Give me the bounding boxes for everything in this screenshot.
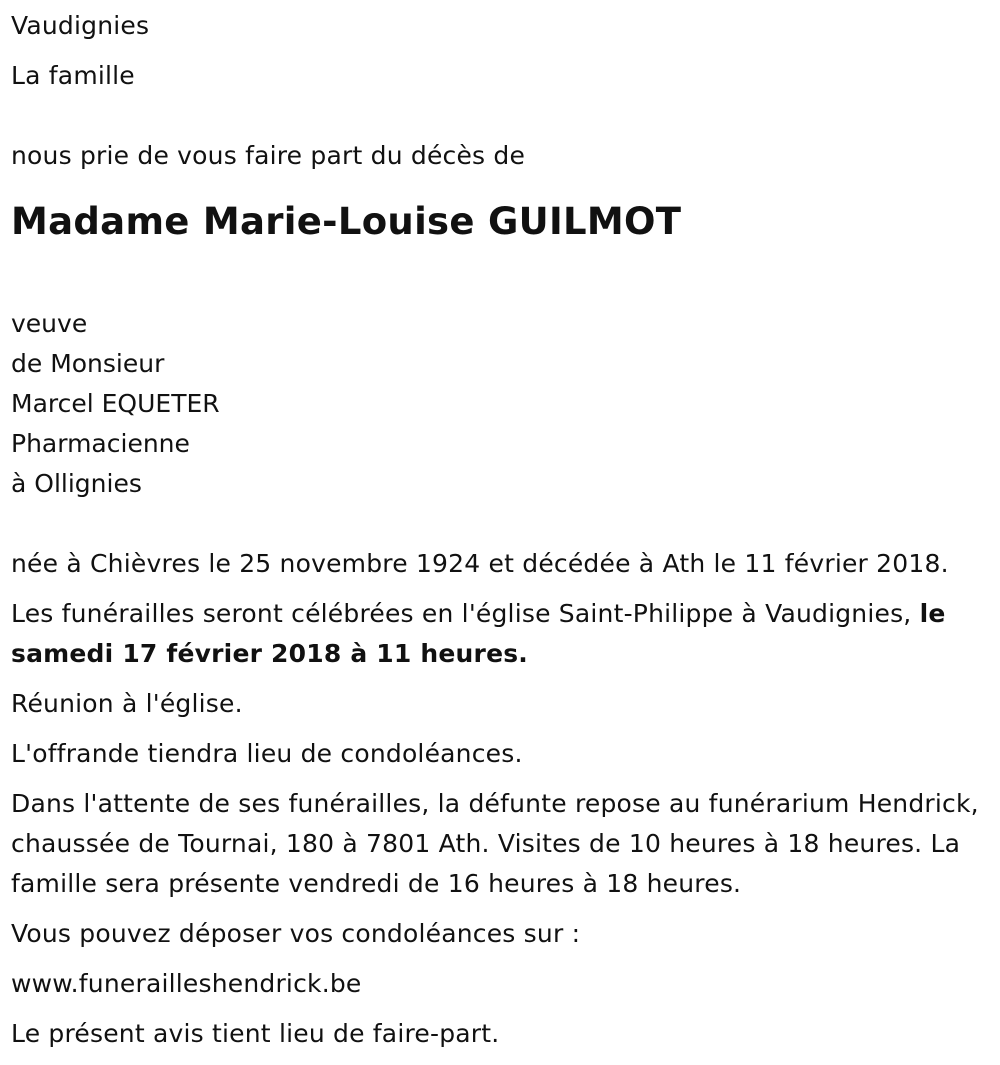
detail-of-monsieur: de Monsieur <box>11 349 165 378</box>
funeral-paragraph <box>11 594 989 674</box>
deceased-name: Madame Marie-Louise GUILMOT <box>11 200 682 243</box>
family-line: La famille <box>11 61 135 90</box>
detail-profession: Pharmacienne <box>11 429 190 458</box>
detail-widow: veuve <box>11 309 88 338</box>
funeral-date: le samedi 17 février 2018 à 11 heures. <box>11 599 946 668</box>
deceased-details <box>11 304 989 504</box>
birth-death-line: née à Chièvres le 25 novembre 1924 et décédée à Ath le 11 février 2018. <box>11 549 949 578</box>
place-name: Vaudignies <box>11 11 150 40</box>
condolences-line: Vous pouvez déposer vos condoléances sur : <box>11 919 581 948</box>
meeting-line: Réunion à l'église. <box>11 689 243 718</box>
detail-spouse-name: Marcel EQUETER <box>11 389 220 418</box>
repose-paragraph: Dans l'attente de ses funérailles, la défunte repose au funérarium Hendrick, chaussée de Tournai, 180 à 7801 Ath. Visites de 10 heures à 18 heures. La famille sera présente vendredi de 16 heures à 18 heures. <box>11 789 979 898</box>
announcement-line: nous prie de vous faire part du décès de <box>11 141 526 170</box>
funeral-text: Les funérailles seront célébrées en l'église Saint-Philippe à Vaudignies, <box>11 599 920 628</box>
condolences-link[interactable]: www.funerailleshendrick.be <box>11 969 362 998</box>
detail-residence: à Ollignies <box>11 469 142 498</box>
offering-line: L'offrande tiendra lieu de condoléances. <box>11 739 523 768</box>
notice-line: Le présent avis tient lieu de faire-part. <box>11 1019 500 1048</box>
